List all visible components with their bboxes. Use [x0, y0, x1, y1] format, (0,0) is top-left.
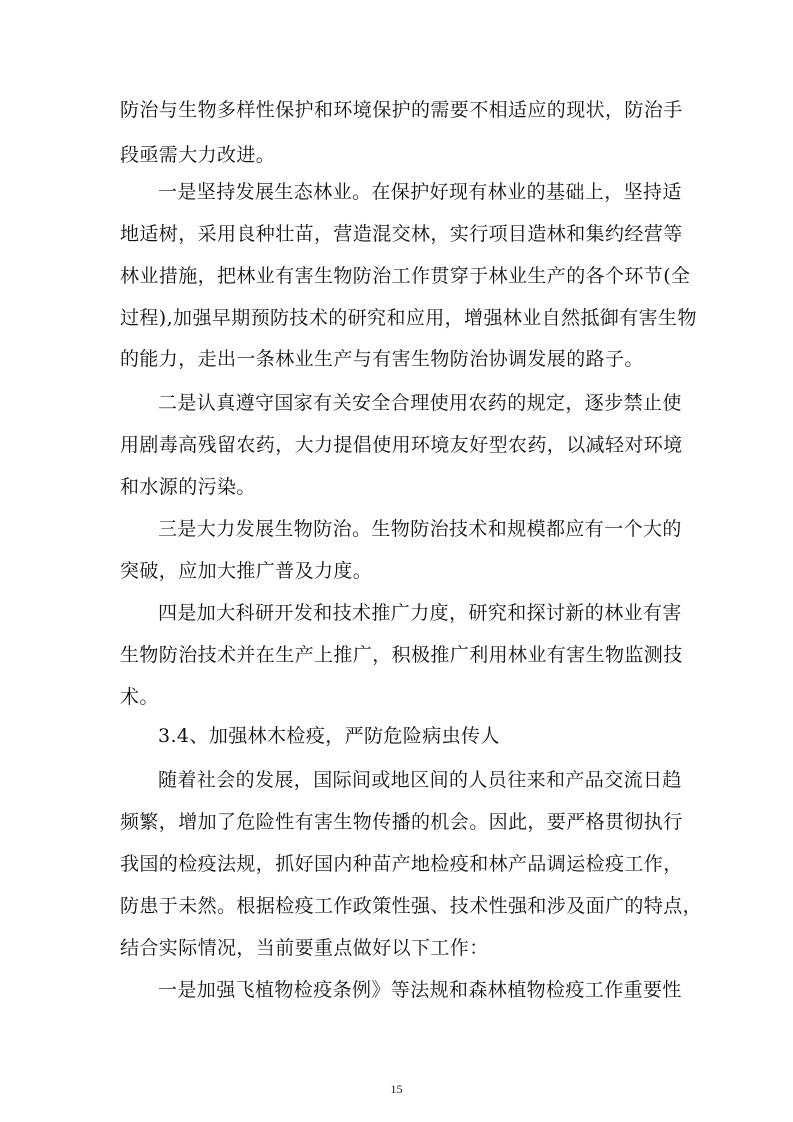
- paragraph-line: 过程),加强早期预防技术的研究和应用，增强林业自然抵御有害生物: [120, 307, 697, 329]
- paragraph-line: 林业措施，把林业有害生物防治工作贯穿于林业生产的各个环节(全: [120, 265, 691, 287]
- paragraph-line: 一是加强飞植物检疫条例》等法规和森林植物检疫工作重要性: [158, 979, 682, 1001]
- paragraph-line: 结合实际情况，当前要重点做好以下工作：: [120, 937, 489, 959]
- paragraph-line: 和水源的污染。: [120, 476, 256, 498]
- paragraph-line: 防患于未然。根据检疫工作政策性强、技术性强和涉及面广的特点，: [120, 895, 703, 917]
- paragraph-line: 一是坚持发展生态林业。在保护好现有林业的基础上，坚持适: [158, 181, 682, 203]
- section-heading: 3.4、加强林木检疫，严防危险病虫传人: [158, 725, 500, 747]
- page-number: 15: [390, 1082, 403, 1096]
- paragraph-line: 我国的检疫法规，抓好国内种苗产地检疫和林产品调运检疫工作，: [120, 853, 683, 875]
- paragraph-line: 用剧毒高残留农药，大力提倡使用环境友好型农药，以减轻对环境: [120, 434, 683, 456]
- paragraph-line: 的能力，走出一条林业生产与有害生物防治协调发展的路子。: [120, 348, 644, 370]
- paragraph-line: 二是认真遵守国家有关安全合理使用农药的规定，逐步禁止使: [158, 392, 682, 414]
- paragraph-line: 三是大力发展生物防治。生物防治技术和规模都应有一个大的: [158, 518, 682, 540]
- paragraph-line: 防治与生物多样性保护和环境保护的需要不相适应的现状，防治手: [120, 99, 683, 121]
- paragraph-line: 生物防治技术并在生产上推广，积极推广利用林业有害生物监测技: [120, 644, 683, 666]
- paragraph-line: 频繁，增加了危险性有害生物传播的机会。因此，要严格贯彻执行: [120, 811, 683, 833]
- paragraph-line: 随着社会的发展，国际间或地区间的人员往来和产品交流日趋: [158, 769, 682, 791]
- paragraph-line: 术。: [120, 686, 159, 708]
- paragraph-line: 突破，应加大推广普及力度。: [120, 560, 373, 582]
- paragraph-line: 段亟需大力改进。: [120, 144, 276, 166]
- paragraph-line: 地适树，采用良种壮苗，营造混交林，实行项目造林和集约经营等: [120, 223, 683, 245]
- paragraph-line: 四是加大科研开发和技术推广力度，研究和探讨新的林业有害: [158, 602, 682, 624]
